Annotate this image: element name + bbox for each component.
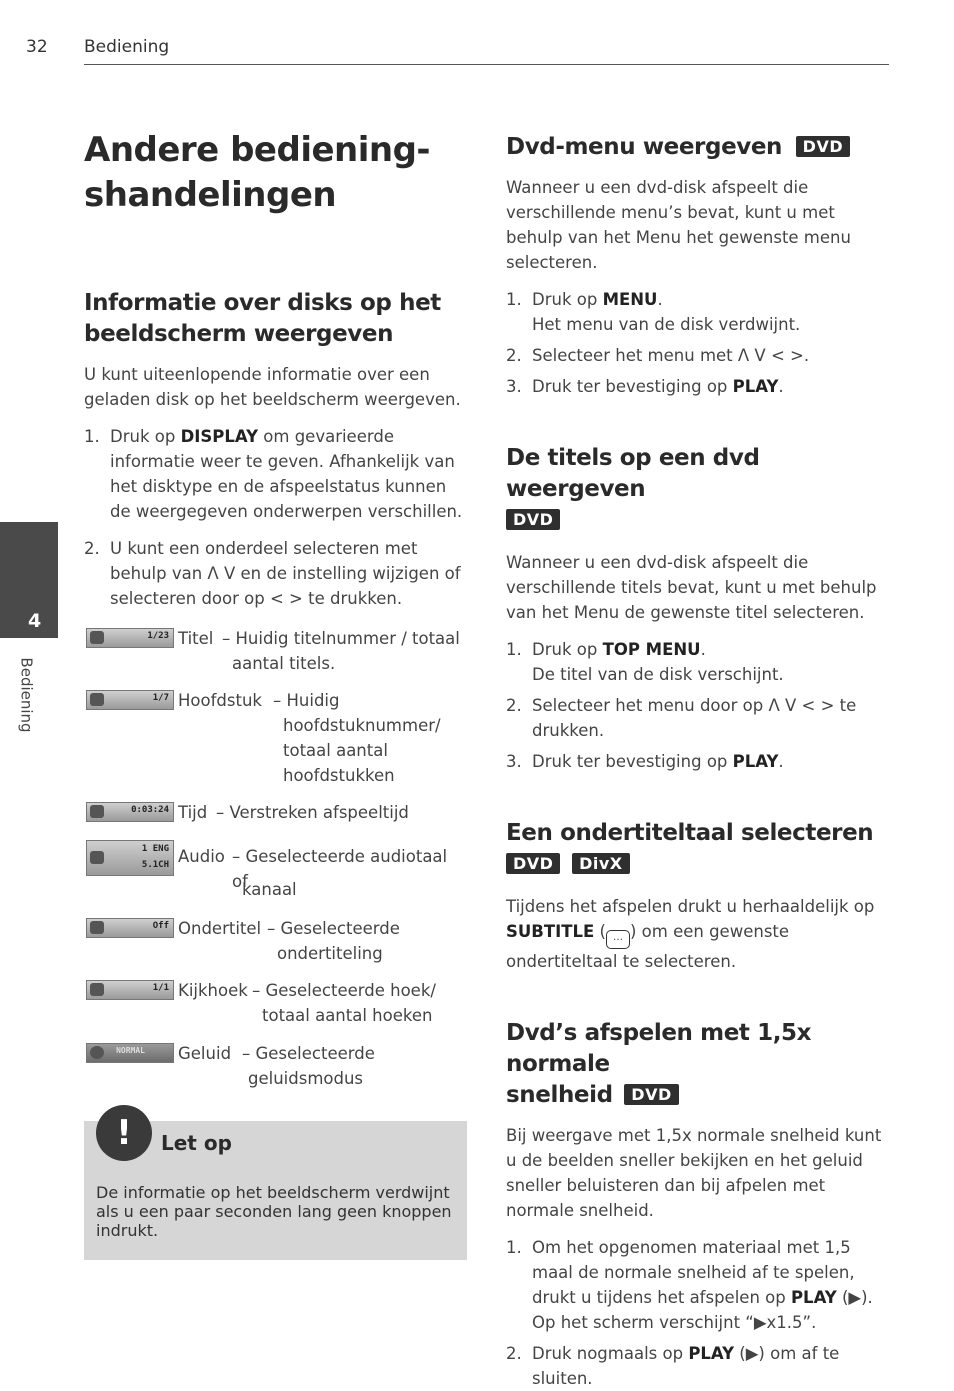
dvd-badge: DVD [506, 853, 560, 874]
dvd-badge: DVD [624, 1084, 678, 1105]
titles-step-2-text: Selecteer het menu door op Λ V < > te drukken. [532, 696, 857, 740]
info-heading-line2: beeldscherm weergeven [84, 321, 394, 347]
osd-desc: totaal aantal [283, 741, 388, 760]
speed-step-2-pre: Druk nogmaals op [532, 1344, 689, 1363]
chapter-tab [0, 522, 58, 638]
titles-step-1-result: De titel van de disk verschijnt. [532, 665, 784, 684]
osd-bar [86, 690, 174, 710]
osd-label: Ondertitel [178, 919, 262, 938]
dvdmenu-intro: Wanneer u een dvd-disk afspeelt die verschillende menu’s bevat, kunt u met behulp van het Menu het gewenste menu selecteren. [506, 178, 851, 272]
subtitle-text-post: ) om een gewenste ondertiteltaal te selecteren. [506, 922, 790, 971]
running-header: Bediening [84, 37, 170, 57]
speed-step-2: 2. Druk nogmaals op PLAY (▶) om af te sluiten. [506, 1344, 840, 1388]
dvdmenu-step-1: 1. Druk op MENU. Het menu van de disk verdwijnt. [506, 290, 801, 334]
osd-label: Audio [178, 847, 225, 866]
dvdmenu-step-3: 3. Druk ter bevestiging op PLAY. [506, 377, 784, 396]
info-step-2: 2. U kunt een onderdeel selecteren met behulp van Λ V en de instelling wijzigen of selecteren door op < > te drukken. [84, 539, 461, 608]
dvdmenu-step-1-pre: Druk op [532, 290, 603, 309]
top-menu-key: TOP MENU [602, 640, 701, 659]
osd-value: 1/23 [147, 631, 169, 641]
dvdmenu-step-1-result: Het menu van de disk verdwijnt. [532, 315, 801, 334]
subtitle-heading-text: Een ondertiteltaal selecteren [506, 820, 874, 846]
titles-step-3: 3. Druk ter bevestiging op PLAY. [506, 752, 784, 771]
chapter-icon [90, 693, 104, 706]
speed-steps [506, 1235, 896, 1391]
dvdmenu-step-3-post: . [778, 377, 784, 396]
dvd-badge: DVD [506, 509, 560, 530]
chapter-number: 4 [28, 610, 42, 632]
page-title [84, 128, 468, 218]
info-step-1-pre: Druk op [110, 427, 181, 446]
subtitle-text: Tijdens het afspelen drukt u herhaaldelijk op SUBTITLE ( … ) om een gewenste ondertiteltaal te selecteren. [506, 897, 875, 971]
play-key: PLAY [688, 1344, 735, 1363]
osd-label: Titel [178, 629, 214, 648]
info-step-1: 1. Druk op DISPLAY om gevarieerde informatie weer te geven. Afhankelijk van het disktype en de afspeelstatus kunnen de weergegeven onderwerpen verschillen. [84, 427, 463, 521]
left-right-arrows: < > [269, 589, 303, 608]
subtitle-key: SUBTITLE [506, 922, 595, 941]
menu-key: MENU [602, 290, 658, 309]
osd-desc: kanaal [242, 880, 297, 899]
exclamation-icon: ! [96, 1105, 152, 1161]
speed-step-1: 1. Om het opgenomen materiaal met 1,5 maal de normale snelheid af te spelen, drukt u tijdens het afspelen op PLAY (▶). Op het scherm verschijnt “▶x1.5”. [506, 1238, 873, 1332]
dvdmenu-step-2-text: Selecteer het menu met Λ V < >. [532, 346, 810, 365]
clock-icon [90, 805, 104, 818]
titles-heading-text: De titels op een dvd weergeven [506, 445, 760, 502]
info-step-1-post: om gevarieerde informatie weer te geven. Afhankelijk van het disktype en de afspeelstatus kunnen de weergegeven onderwerpen verschillen. [110, 427, 463, 521]
sound-icon [90, 1046, 104, 1059]
note-box [84, 1113, 467, 1260]
osd-bar [86, 840, 174, 876]
speed-step-2-post: (▶) om af te sluiten. [532, 1344, 840, 1388]
osd-desc: – Geselecteerde hoek/ [252, 981, 436, 1000]
osd-desc: – Huidig titelnummer / totaal [222, 629, 460, 648]
page-title-line1: Andere bediening- [84, 130, 431, 170]
info-heading [84, 288, 468, 350]
titles-step-3-post: . [778, 752, 784, 771]
divx-badge: DivX [572, 853, 630, 874]
dvdmenu-steps [506, 287, 896, 399]
osd-value: 0:03:24 [131, 805, 169, 815]
page-number: 32 [26, 37, 48, 57]
info-steps [84, 424, 468, 611]
camera-angle-icon [90, 983, 104, 996]
info-step-2-pre: U kunt een onderdeel selecteren met behulp van [110, 539, 418, 583]
note-title: Let op [161, 1131, 232, 1155]
header-rule [84, 64, 889, 65]
osd-desc: ondertiteling [277, 944, 383, 963]
titles-step-1-post: . [700, 640, 706, 659]
subtitle-icon [90, 921, 104, 934]
osd-label: Kijkhoek [178, 981, 248, 1000]
titles-steps [506, 637, 896, 774]
left-column [84, 128, 468, 1088]
display-key: DISPLAY [180, 427, 259, 446]
titles-heading [506, 443, 896, 536]
titles-step-2: 2. Selecteer het menu door op Λ V < > te drukken. [506, 696, 857, 740]
speed-heading [506, 1018, 896, 1111]
speed-intro: Bij weergave met 1,5x normale snelheid kunt u de beelden sneller bekijken en het geluid sneller beluisteren dan bij afpelen met normale snelheid. [506, 1126, 882, 1220]
speed-heading-line1: Dvd’s afspelen met 1,5x normale [506, 1020, 812, 1077]
subtitle-heading [506, 818, 896, 880]
osd-desc: – Geselecteerde [267, 919, 400, 938]
osd-value: 1 ENG [141, 844, 169, 854]
speed-step-1-post: (▶). [836, 1288, 873, 1307]
osd-value: Off [152, 921, 169, 931]
titles-step-1-pre: Druk op [532, 640, 603, 659]
subtitle-button-icon: … [606, 930, 630, 949]
osd-desc: aantal titels. [232, 654, 336, 673]
dvdmenu-step-3-pre: Druk ter bevestiging op [532, 377, 733, 396]
speed-heading-line2: snelheid [506, 1082, 613, 1108]
play-key: PLAY [790, 1288, 837, 1307]
osd-label: Geluid [178, 1044, 232, 1063]
titles-step-1: 1. Druk op TOP MENU. De titel van de disk verschijnt. [506, 640, 784, 684]
disc-icon [90, 631, 104, 644]
info-heading-line1: Informatie over disks op het [84, 290, 441, 316]
speed-step-1-pre: Om het opgenomen materiaal met 1,5 maal de normale snelheid af te spelen, drukt u tijdens het afspelen op [532, 1238, 855, 1307]
dvdmenu-step-1-post: . [657, 290, 663, 309]
dvd-badge: DVD [796, 136, 850, 157]
page-title-line2: shandelingen [84, 175, 337, 215]
right-column [506, 128, 896, 1391]
osd-value: 1/1 [152, 983, 169, 993]
osd-value: 1/7 [152, 693, 169, 703]
headphones-icon [90, 851, 104, 864]
osd-desc: hoofdstukken [283, 766, 395, 785]
play-key: PLAY [732, 752, 779, 771]
osd-bar [86, 628, 174, 648]
osd-value: NORMAL [116, 1046, 145, 1055]
up-down-arrows: Λ V [207, 564, 236, 583]
osd-label: Tijd [178, 803, 208, 822]
info-intro: U kunt uiteenlopende informatie over een geladen disk op het beeldscherm weergeven. [84, 365, 461, 409]
osd-bar [86, 980, 174, 1000]
chapter-side-label [14, 648, 54, 758]
osd-bar [86, 802, 174, 822]
osd-desc: – Geselecteerde [242, 1044, 375, 1063]
osd-bar [86, 1043, 174, 1063]
osd-desc: totaal aantal hoeken [262, 1006, 433, 1025]
osd-bar [86, 918, 174, 938]
info-step-2-post: te drukken. [302, 589, 403, 608]
dvdmenu-heading [506, 132, 896, 163]
dvdmenu-heading-text: Dvd-menu weergeven [506, 134, 783, 160]
info-step-2-mid: en de instelling wijzigen of selecteren door op [110, 564, 461, 608]
chapter-side-label-text: Bediening [17, 657, 36, 733]
titles-step-3-pre: Druk ter bevestiging op [532, 752, 733, 771]
osd-desc: – Verstreken afspeeltijd [216, 803, 409, 822]
titles-intro: Wanneer u een dvd-disk afspeelt die verschillende titels bevat, kunt u met behulp van het Menu de gewenste titel selecteren. [506, 553, 877, 622]
dvdmenu-step-2: 2. Selecteer het menu met Λ V < >. [506, 346, 810, 365]
osd-value: 5.1CH [141, 860, 169, 870]
osd-desc: hoofdstuknummer/ [283, 716, 441, 735]
speed-step-1-result: Op het scherm verschijnt “▶x1.5”. [532, 1313, 817, 1332]
osd-label: Hoofdstuk [178, 691, 262, 710]
osd-desc: geluidsmodus [248, 1069, 364, 1088]
play-key: PLAY [732, 377, 779, 396]
osd-desc: – Huidig [273, 691, 340, 710]
subtitle-text-pre: Tijdens het afspelen drukt u herhaaldelijk op [506, 897, 875, 916]
osd-desc: – Geselecteerde audiotaal of [232, 847, 448, 891]
note-body: De informatie op het beeldscherm verdwijnt als u een paar seconden lang geen knoppen indrukt. [96, 1183, 452, 1240]
